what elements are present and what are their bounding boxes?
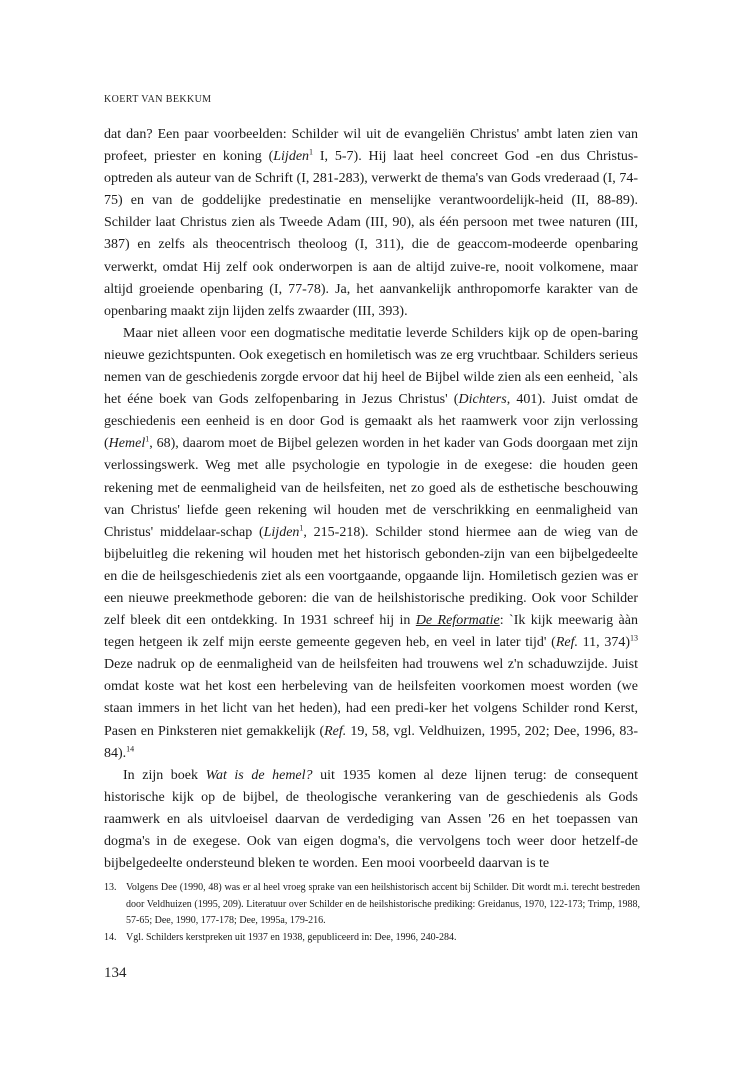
footnote-text: Vgl. Schilders kerstpreken uit 1937 en 1938, gepubliceerd in: Dee, 1996, 240-284. xyxy=(126,931,457,943)
footnote-ref: 13 xyxy=(630,633,638,643)
footnote-14 xyxy=(104,930,640,947)
footnotes xyxy=(104,880,640,946)
text-run: uit 1935 komen al deze lijnen terug: de consequent historische kijk op de bijbel, de theologische verankering van de geschiedenis als Gods raamwerk en als uitvloeisel daarvan de verdediging van Assen '26 en het toepassen van dogma's in de exegese. Ook van eigen dogma's, die vervolgens toch weer door hetzelf-de bijbelgedeelte ondersteund bleken te worden. Een mooi voorbeeld daarvan is te xyxy=(104,767,639,872)
italic-title: Wat is de hemel? xyxy=(205,767,313,783)
text-run: dat dan? Een paar voorbeelden: Schilder wil uit de evangeliën Christus' ambt laten zien van profeet, priester en koning ( xyxy=(104,127,638,165)
text-run: 19, 58, vgl. Veldhuizen, 1995, 202; Dee, 1996, 83-84). xyxy=(104,723,638,761)
italic-title: Hemel xyxy=(108,436,146,452)
text-run: In zijn boek xyxy=(123,767,206,783)
text-run: Maar niet alleen voor een dogmatische meditatie leverde Schilders kijk op de open-baring nieuwe gezichtspunten. Ook exegetisch en homiletisch was ze erg vruchtbaar. Schilders serieus nemen van de geschiedenis zorgde ervoor dat hij heel de Bijbel wilde zien als een eenheid, `als het ééne boek van Gods zelfopenbaring in Jezus Christus' ( xyxy=(104,325,638,408)
text-run: 11, 374) xyxy=(577,635,630,651)
text-run: : `Ik kijk meewarig ààn tegen hetgeen ik zelf mijn eerste gemeente gegeven heb, en veel in later tijd' ( xyxy=(104,613,638,651)
page-number: 134 xyxy=(104,965,127,981)
italic-title: Dichters xyxy=(458,392,507,408)
body-text xyxy=(104,124,638,875)
running-head: KOERT VAN BEKKUM xyxy=(104,94,212,105)
italic-title: De Reformatie xyxy=(415,613,500,629)
footnote-ref: 14 xyxy=(126,743,135,753)
footnote-13 xyxy=(104,880,640,930)
italic-title: Ref. xyxy=(324,723,347,739)
text-run: , 401). Juist omdat de geschiedenis een eenheid is en door God is gemaakt als het raamwerk voor zijn verlossing ( xyxy=(104,392,639,452)
text-run: Deze nadruk op de eenmaligheid van de heilsfeiten had trouwens wel z'n schaduwzijde. Juist omdat koste wat het kost een herbeleving van de heilsfeiten voorkomen moest worden (we staan immers in het licht van het heden), had een predi-ker het volgens Schilder rond Kerst, Pasen en Pinksteren niet gemakkelijk ( xyxy=(104,657,638,739)
italic-title: Lijden xyxy=(273,149,310,165)
footnote-ref: 1 xyxy=(299,523,304,533)
text-run: , 215-218). Schilder stond hiermee aan de wieg van de bijbeluitleg die rekening wil houden met het historisch gebonden-zijn van een bijbelgedeelte en die de heilsgeschiedenis ziet als een voortgaande, opgaande lijn. Homiletisch gezien was er een nieuwe preekmethode geboren: die van de heilshistorische prediking. Ook voor Schilder zelf bleek dit een ontdekking. In 1931 schreef hij in xyxy=(104,524,638,629)
text-run: I, 5-7). Hij laat heel concreet God -en dus Christus- optreden als auteur van de Schrift (I, 281-283), verwerkt de thema's van Gods vrederaad (I, 74-75) en van de goddelijke predestinatie en menselijke verantwoordelijk-heid (II, 88-89). Schilder laat Christus zien als Tweede Adam (III, 90), als één persoon met twee naturen (III, 387) en zelfs als theocentrisch theoloog (I, 311), die de geaccom-modeerde openbaring verwerkt, omdat Hij zelf ook onderworpen is aan de altijd zuive-re, nooit volkomene, maar altijd groeiende openbaring (I, 77-78). Ja, het aanvankelijk anthropomorfe karakter van de openbaring maakt zijn lijden zelfs zwaarder (III, 393). xyxy=(104,149,638,319)
paragraph-3 xyxy=(104,765,638,875)
paragraph-1 xyxy=(104,124,638,323)
footnote-text: Volgens Dee (1990, 48) was er al heel vroeg sprake van een heilshistorisch accent bij Schilder. Dit wordt m.i. terecht bestreden door Veldhuizen (1995, 209). Literatuur over Schilder en de heilshistorische prediking: Greidanus, 1970, 122-173; Trimp, 1988, 57-65; Dee, 1990, 177-178; Dee, 1995a, 179-216. xyxy=(126,882,640,926)
footnote-number: 14. xyxy=(104,931,117,943)
footnote-number: 13. xyxy=(104,882,117,893)
italic-title: Ref. xyxy=(555,635,578,651)
footnote-ref: 1 xyxy=(145,434,150,444)
text-run: , 68), daarom moet de Bijbel gelezen worden in het kader van Gods doorgaan met zijn verlossingswerk. Weg met alle psychologie en typologie in de exegese: die houden geen rekening met de eenmaligheid van de heilsfeiten, net zo goed als de esthetische beschouwing van Christus' liefde geen rekening wil houden met de verschrikking en eenmaligheid van Christus' middelaar-schap ( xyxy=(104,436,638,540)
paragraph-2 xyxy=(104,323,638,765)
footnote-ref: 1 xyxy=(309,147,314,157)
italic-title: Lijden xyxy=(263,524,300,540)
